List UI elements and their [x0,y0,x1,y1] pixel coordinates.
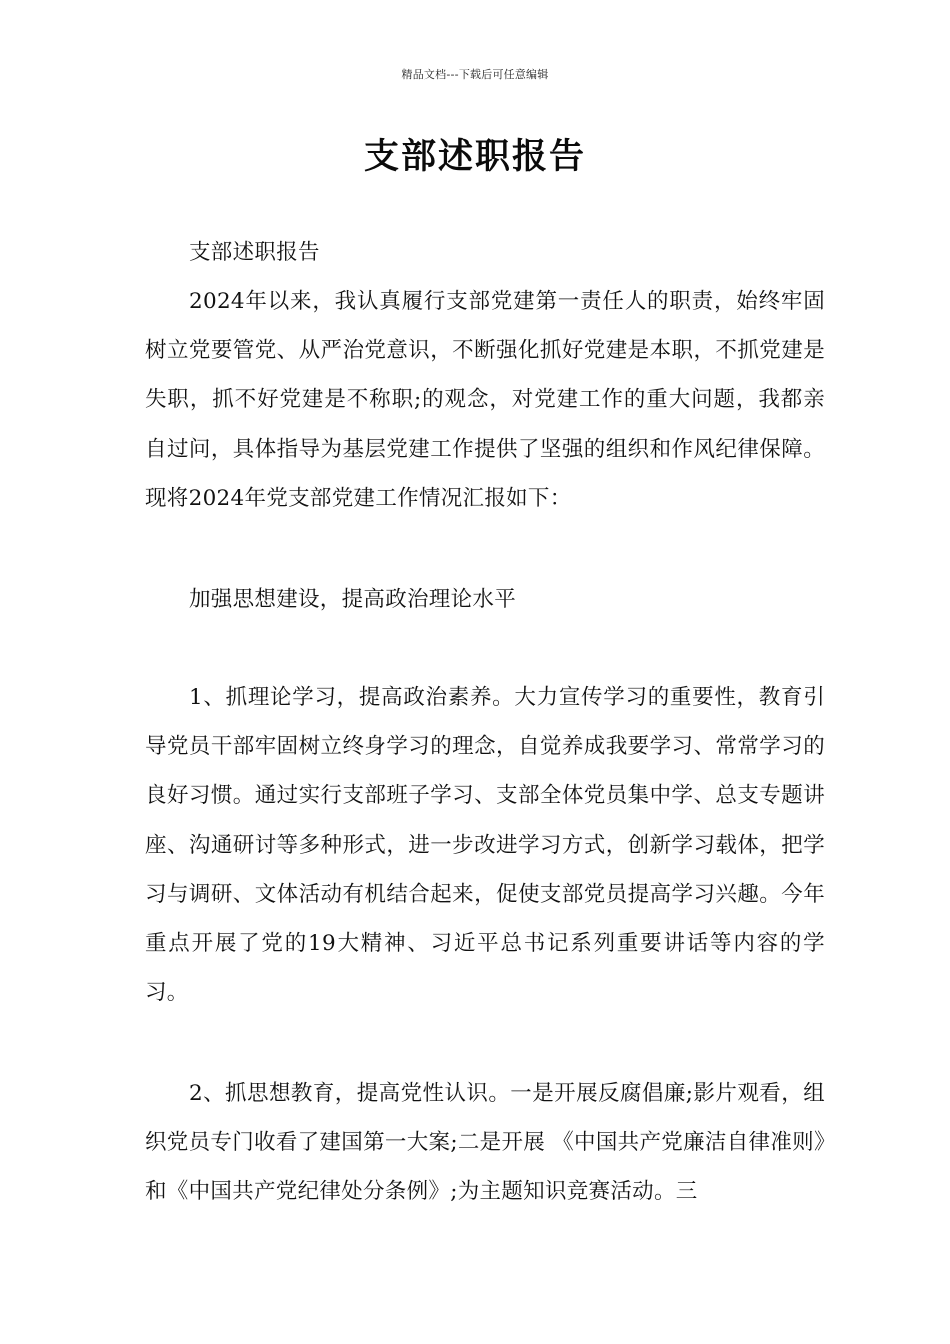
item-2-text: 2、抓思想教育，提高党性认识。一是开展反腐倡廉;影片观看，组织党员专门收看了建国第一大案;二是开展 《中国共产党廉洁自律准则》和《中国共产党纪律处分条例》;为主题知识竞赛活动。三 [145,1081,825,1205]
subtitle-text: 支部述职报告 [189,240,320,265]
item-1-text: 1、抓理论学习，提高政治素养。大力宣传学习的重要性，教育引导党员干部牢固树立终身学习的理念，自觉养成我要学习、常常学习的良好习惯。通过实行支部班子学习、支部全体党员集中学、总支专题讲座、沟通研讨等多种形式，进一步改进学习方式，创新学习载体，把学习与调研、文体活动有机结合起来，促使支部党员提高学习兴趣。今年重点开展了党的19大精神、习近平总书记系列重要讲话等内容的学习。 [145,685,825,1006]
document-title: 支部述职报告 [363,137,586,177]
header-note: 精品文档---下载后可任意编辑 [401,68,549,81]
intro-text: 2024年以来，我认真履行支部党建第一责任人的职责，始终牢固树立党要管党、从严治党意识，不断强化抓好党建是本职，不抓党建是失职，抓不好党建是不称职;的观念，对党建工作的重大问题，我都亲自过问，具体指导为基层党建工作提供了坚强的组织和作风纪律保障。现将2024年党支部党建工作情况汇报如下： [145,289,825,511]
paragraph-item-1 [145,673,825,1017]
section-heading-text: 加强思想建设，提高政治理论水平 [189,587,517,612]
section-heading [145,575,825,624]
paragraph-item-2 [145,1069,825,1217]
document-subtitle [145,228,825,277]
intro-paragraph [145,277,825,523]
